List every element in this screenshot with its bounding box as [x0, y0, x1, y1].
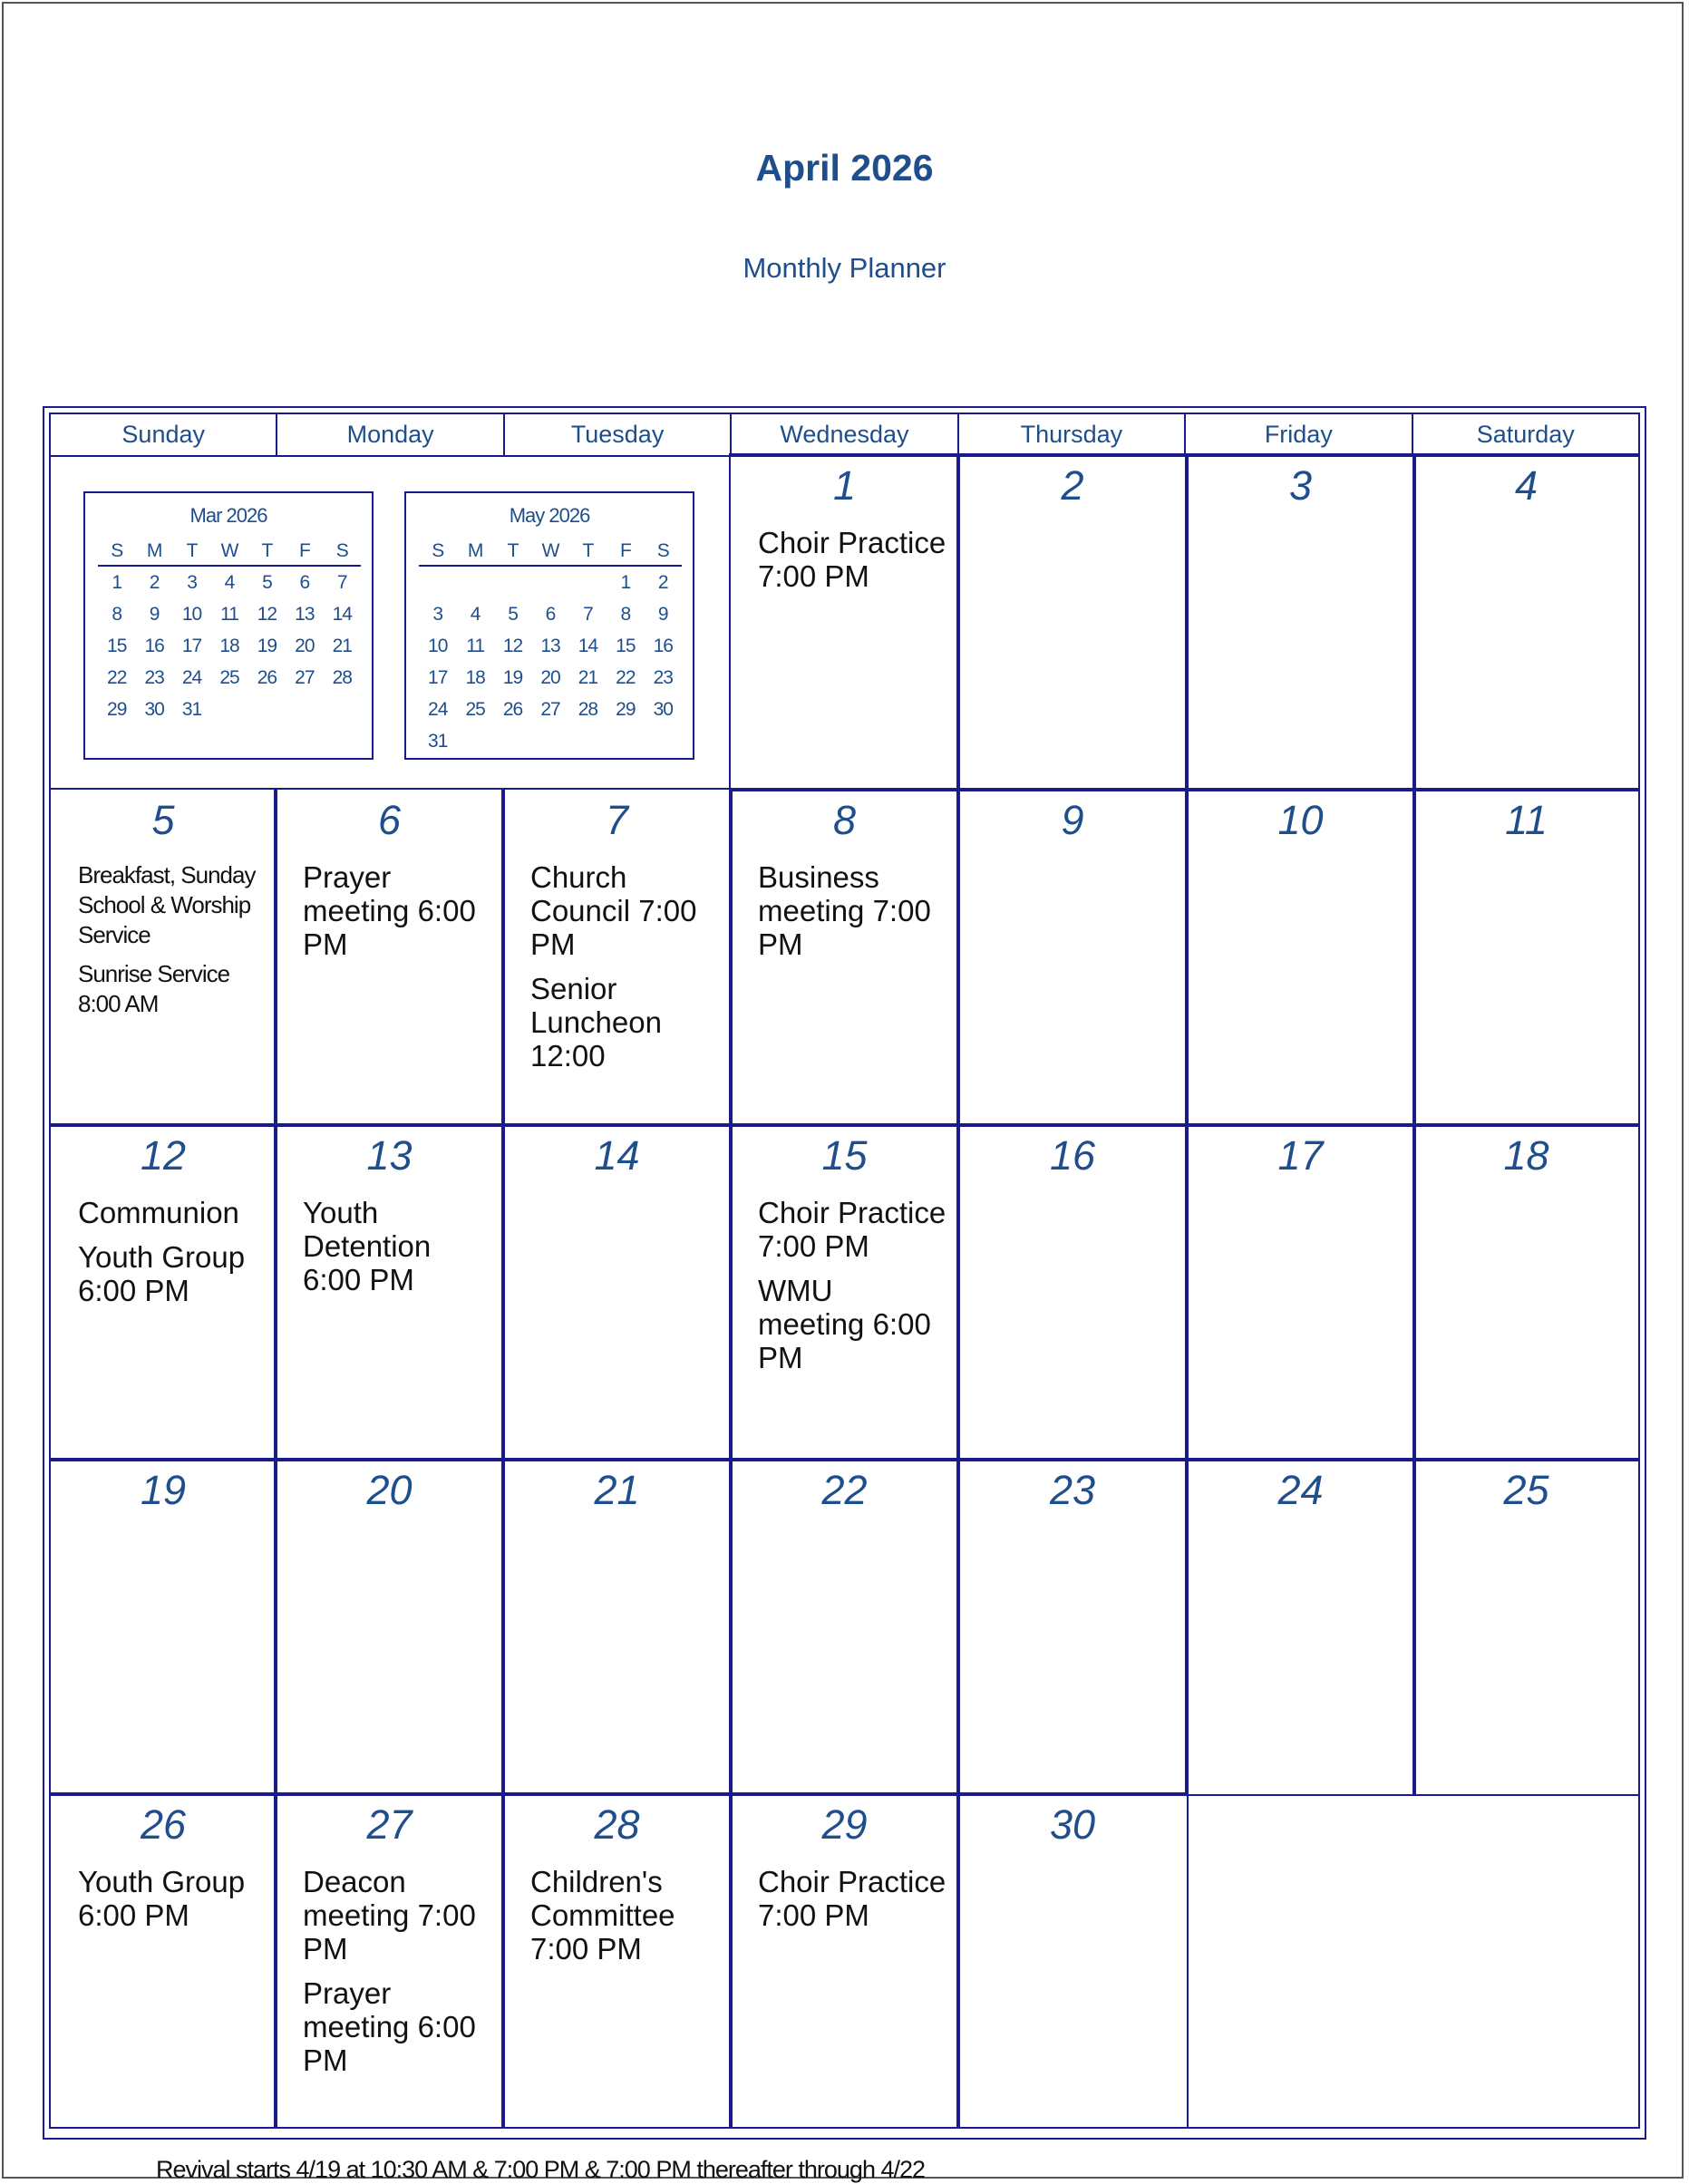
day-cell[interactable]	[1412, 788, 1640, 1127]
day-number: 26	[140, 1801, 187, 1848]
mini-day: 18	[219, 636, 239, 656]
mini-day: 20	[540, 667, 560, 688]
mini-calendar-prev-month	[83, 491, 374, 760]
mini-day: 11	[466, 636, 485, 656]
mini-day: 25	[465, 699, 485, 720]
day-cell[interactable]	[501, 1123, 733, 1461]
event-list	[303, 1196, 492, 1307]
calendar-event[interactable]: Children's Committee 7:00 PM	[530, 1865, 675, 1966]
day-cell[interactable]	[729, 788, 960, 1127]
mini-day: 18	[465, 667, 485, 688]
day-number: 21	[594, 1467, 640, 1513]
day-cell[interactable]	[274, 788, 505, 1127]
mini-day: 7	[336, 572, 347, 593]
page-subtitle: Monthly Planner	[743, 252, 946, 284]
mini-day: 21	[578, 667, 598, 688]
day-cell[interactable]	[729, 453, 960, 791]
day-cell[interactable]	[956, 1123, 1189, 1461]
calendar-event[interactable]: WMU meeting 6:00 PM	[758, 1274, 931, 1374]
day-number: 11	[1505, 797, 1548, 843]
day-cell[interactable]	[1412, 1458, 1640, 1796]
calendar-event[interactable]: Business meeting 7:00 PM	[758, 860, 931, 961]
mini-day: 27	[295, 667, 315, 688]
day-cell[interactable]	[956, 1792, 1189, 2129]
day-number: 9	[1061, 797, 1084, 843]
calendar-event[interactable]: Choir Practice 7:00 PM	[758, 1196, 946, 1263]
mini-day: 3	[187, 572, 197, 593]
mini-weekday-label: T	[186, 540, 198, 561]
mini-day: 15	[616, 636, 636, 656]
mini-weekday-label: S	[432, 540, 444, 561]
mini-day: 2	[149, 572, 160, 593]
mini-day: 26	[257, 667, 277, 688]
event-list	[78, 1865, 265, 1943]
calendar-event[interactable]: Choir Practice 7:00 PM	[758, 526, 946, 593]
day-cell[interactable]	[49, 1458, 277, 1796]
mini-calendar-grid	[98, 535, 361, 725]
mini-day: 14	[578, 636, 598, 656]
mini-weekday-label: S	[656, 540, 669, 561]
mini-weekday-label: F	[619, 540, 631, 561]
mini-day: 8	[620, 604, 631, 625]
mini-day: 8	[112, 604, 122, 625]
event-list	[303, 860, 492, 972]
calendar-event[interactable]: Church Council 7:00 PM	[530, 860, 697, 961]
mini-weekday-label: W	[220, 540, 238, 561]
mini-day: 10	[428, 636, 448, 656]
weekday-header-row	[51, 414, 1638, 457]
day-number: 15	[821, 1132, 868, 1179]
day-number: 22	[821, 1467, 868, 1513]
day-number: 16	[1049, 1132, 1096, 1179]
mini-day: 6	[545, 604, 556, 625]
day-cell[interactable]	[956, 788, 1189, 1127]
mini-blank	[569, 567, 607, 598]
mini-day: 10	[181, 604, 202, 625]
day-number: 28	[594, 1801, 640, 1848]
mini-day: 24	[428, 699, 448, 720]
mini-day: 23	[144, 667, 164, 688]
calendar-event[interactable]: Youth Detention 6:00 PM	[303, 1196, 432, 1296]
day-number: 24	[1277, 1467, 1324, 1513]
day-cell[interactable]	[501, 788, 733, 1127]
day-cell[interactable]	[501, 1792, 733, 2129]
day-cell[interactable]	[956, 453, 1189, 791]
event-list	[758, 860, 947, 972]
day-cell[interactable]	[729, 1458, 960, 1796]
calendar-event[interactable]: Youth Group 6:00 PM	[78, 1865, 246, 1932]
mini-day: 5	[508, 604, 518, 625]
day-number: 30	[1049, 1801, 1096, 1848]
mini-day: 19	[502, 667, 523, 688]
mini-blank	[531, 567, 568, 598]
day-cell[interactable]	[49, 1123, 277, 1461]
calendar-event[interactable]: Prayer meeting 6:00 PM	[303, 860, 476, 961]
day-cell[interactable]	[729, 1792, 960, 2129]
mini-calendar-next-month	[404, 491, 694, 760]
day-number: 6	[377, 797, 402, 843]
mini-day: 27	[540, 699, 560, 720]
weekday-header: Friday	[1184, 414, 1411, 455]
mini-day: 1	[620, 572, 631, 593]
mini-weekday-label: T	[507, 540, 519, 561]
weekday-header: Monday	[276, 414, 502, 455]
mini-calendar-grid	[419, 535, 682, 757]
day-cell[interactable]	[1185, 1458, 1416, 1796]
event-list	[78, 1196, 265, 1318]
day-cell[interactable]	[1185, 453, 1416, 791]
mini-day: 21	[332, 636, 352, 656]
mini-day: 11	[220, 604, 238, 625]
mini-day: 7	[583, 604, 593, 625]
mini-weekday-label: W	[541, 540, 559, 561]
event-list	[758, 1196, 947, 1385]
weekday-header: Wednesday	[730, 414, 956, 455]
mini-day: 22	[107, 667, 127, 688]
weekday-header: Thursday	[957, 414, 1184, 455]
mini-day: 9	[657, 604, 668, 625]
day-number: 19	[140, 1467, 187, 1513]
mini-weekday-label: M	[467, 540, 483, 561]
day-number: 20	[366, 1467, 413, 1513]
mini-calendar-title: May 2026	[509, 504, 590, 527]
mini-day: 31	[428, 731, 448, 752]
day-cell[interactable]	[49, 788, 277, 1127]
mini-weekday-label: S	[335, 540, 348, 561]
mini-day: 20	[295, 636, 315, 656]
calendar-event[interactable]: Breakfast, Sunday School & Worship Service	[78, 861, 256, 948]
mini-day: 14	[332, 604, 352, 625]
day-cell[interactable]	[956, 1458, 1189, 1796]
mini-day: 23	[653, 667, 673, 688]
calendar-event[interactable]: Deacon meeting 7:00 PM	[303, 1865, 476, 1966]
mini-day: 30	[144, 699, 164, 720]
mini-blank	[419, 567, 456, 598]
mini-day: 13	[295, 604, 315, 625]
mini-day: 2	[657, 572, 668, 593]
day-cell[interactable]	[49, 1792, 277, 2129]
revival-note: Revival starts 4/19 at 10:30 AM & 7:00 PM & 7:00 PM thereafter through 4/22	[156, 2156, 926, 2183]
day-number: 3	[1288, 462, 1313, 509]
event-list	[530, 860, 720, 1083]
day-cell[interactable]	[1185, 1123, 1416, 1461]
mini-weekday-label: F	[298, 540, 310, 561]
event-list	[78, 860, 265, 1028]
mini-blank	[494, 567, 531, 598]
day-cell[interactable]	[274, 1458, 505, 1796]
mini-blank	[456, 567, 493, 598]
day-number: 2	[1061, 462, 1084, 509]
day-number: 8	[832, 797, 857, 843]
mini-day: 4	[470, 604, 480, 625]
mini-day: 29	[616, 699, 636, 720]
calendar-event[interactable]: Prayer meeting 6:00 PM	[303, 1976, 476, 2077]
calendar-event[interactable]: Sunrise Service 8:00 AM	[78, 960, 230, 1017]
mini-weekday-label: T	[261, 540, 273, 561]
mini-day: 12	[257, 604, 277, 625]
day-number: 13	[366, 1132, 413, 1179]
day-cell[interactable]	[501, 1458, 733, 1796]
weekday-header: Saturday	[1412, 414, 1638, 455]
mini-day: 30	[653, 699, 673, 720]
mini-day: 16	[144, 636, 164, 656]
mini-calendar-title: Mar 2026	[189, 504, 267, 527]
month-calendar	[49, 413, 1640, 2183]
day-number: 5	[151, 797, 175, 843]
mini-day: 28	[578, 699, 598, 720]
mini-day: 9	[149, 604, 160, 625]
mini-day: 16	[653, 636, 673, 656]
mini-weekday-label: T	[582, 540, 594, 561]
calendar-event[interactable]: Youth Group 6:00 PM	[78, 1240, 246, 1307]
mini-day: 31	[181, 699, 202, 720]
day-number: 29	[821, 1801, 868, 1848]
calendar-event[interactable]: Choir Practice 7:00 PM	[758, 1865, 946, 1932]
mini-day: 17	[428, 667, 448, 688]
event-list	[758, 1865, 947, 1943]
calendar-event[interactable]: Communion	[78, 1196, 239, 1229]
calendar-event[interactable]: Senior Luncheon 12:00	[530, 972, 662, 1073]
day-number: 17	[1277, 1132, 1324, 1179]
mini-day: 26	[502, 699, 523, 720]
mini-day: 25	[219, 667, 239, 688]
mini-day: 3	[432, 604, 443, 625]
mini-weekday-label: S	[111, 540, 123, 561]
weekday-header: Sunday	[121, 421, 205, 448]
day-number: 10	[1277, 797, 1324, 843]
day-number: 27	[366, 1801, 413, 1848]
day-cell[interactable]	[1185, 788, 1416, 1127]
mini-day: 5	[262, 572, 272, 593]
day-number: 23	[1049, 1467, 1096, 1513]
mini-weekday-label: M	[146, 540, 162, 561]
mini-day: 29	[107, 699, 127, 720]
mini-day: 4	[224, 572, 235, 593]
mini-day: 6	[299, 572, 310, 593]
day-number: 12	[140, 1132, 187, 1179]
weekday-header: Tuesday	[503, 414, 730, 455]
mini-day: 28	[332, 667, 352, 688]
day-number: 4	[1514, 462, 1539, 509]
day-cell[interactable]	[1412, 453, 1640, 791]
mini-day: 1	[112, 572, 122, 593]
day-cell[interactable]	[1412, 1123, 1640, 1461]
event-list	[530, 1865, 720, 1976]
day-number: 25	[1503, 1467, 1549, 1513]
event-list	[758, 526, 947, 604]
day-number: 14	[594, 1132, 640, 1179]
day-cell[interactable]	[274, 1123, 505, 1461]
day-cell[interactable]	[274, 1792, 505, 2129]
mini-day: 22	[616, 667, 636, 688]
day-cell[interactable]	[729, 1123, 960, 1461]
mini-day: 19	[257, 636, 277, 656]
event-list	[303, 1865, 492, 2088]
mini-day: 12	[502, 636, 523, 656]
day-number: 7	[605, 797, 629, 843]
mini-day: 13	[540, 636, 560, 656]
day-number: 18	[1503, 1132, 1549, 1179]
mini-day: 17	[181, 636, 202, 656]
page-title: April 2026	[755, 147, 934, 189]
day-number: 1	[832, 462, 857, 509]
mini-day: 15	[107, 636, 127, 656]
mini-day: 24	[181, 667, 202, 688]
